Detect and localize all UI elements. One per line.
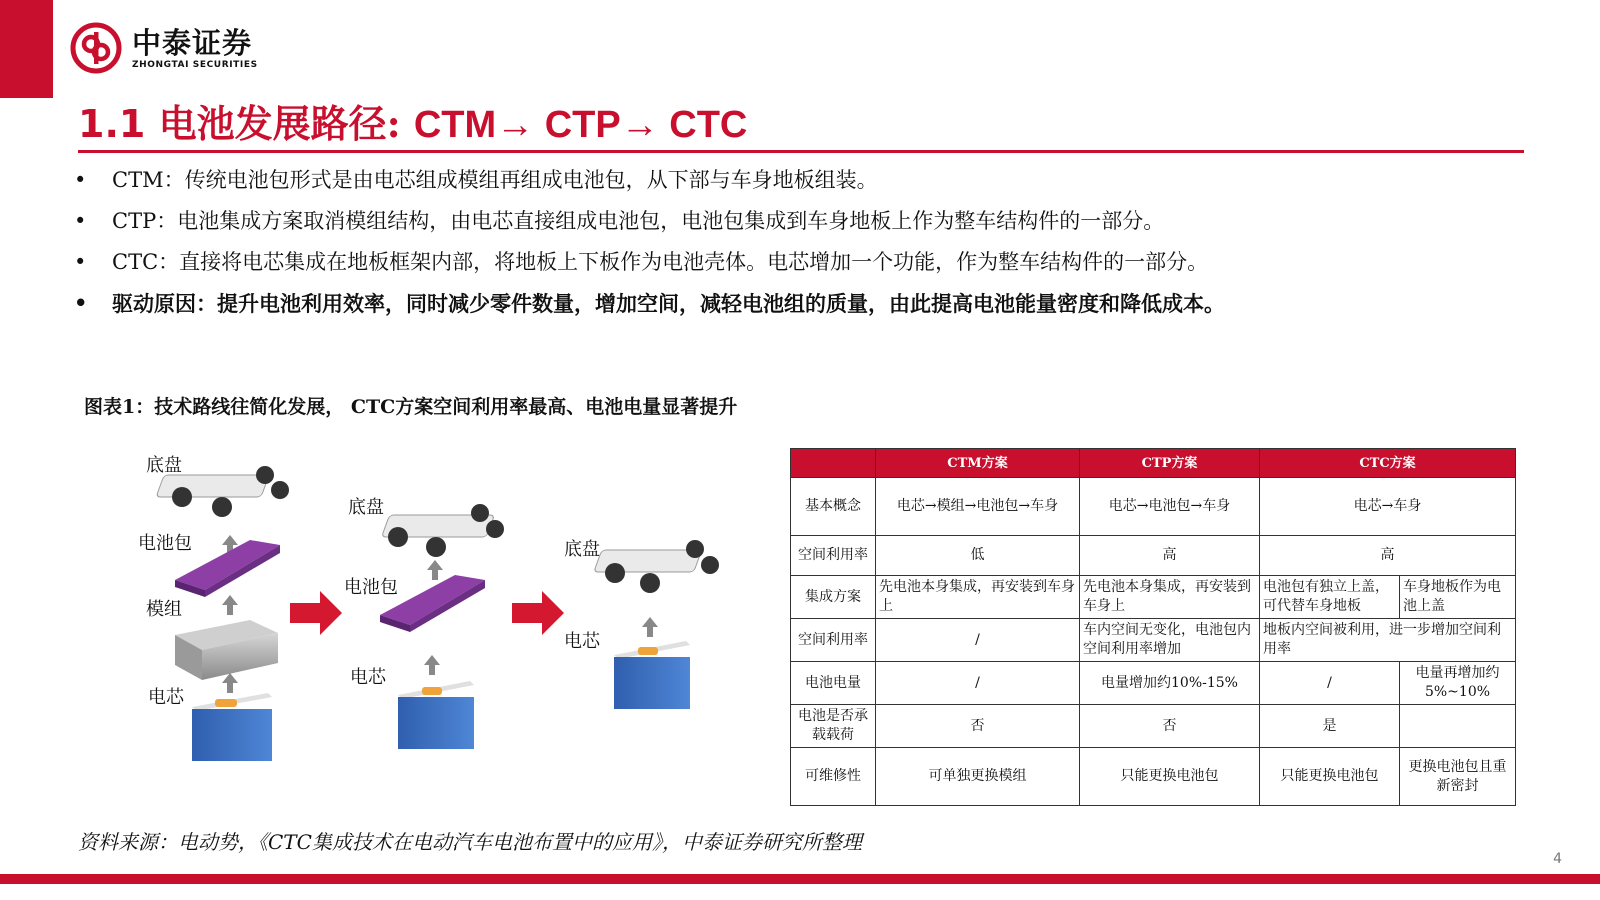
- cell-integration-ctp: 先电池本身集成，再安装到车身上: [1080, 576, 1260, 619]
- cell-space-detail-ctp: 车内空间无变化，电池包内空间利用率增加: [1080, 619, 1260, 662]
- table-row: [791, 619, 1516, 662]
- row-label-integration: 集成方案: [791, 576, 876, 619]
- row-label-capacity: 电池电量: [791, 662, 876, 705]
- cell-space-detail-ctc: 地板内空间被利用，进一步增加空间利用率: [1260, 619, 1516, 662]
- page-number: 4: [1553, 851, 1562, 867]
- ctm-label-pack: 电池包: [138, 533, 192, 554]
- ctm-module-icon: [175, 620, 278, 680]
- cell-concept-ctp: 电芯→电池包→车身: [1080, 478, 1260, 536]
- battery-path-diagram: [130, 445, 730, 790]
- title-en: CTM→ CTP→ CTC: [413, 104, 748, 146]
- row-label-space-detail: 空间利用率: [791, 619, 876, 662]
- ctp-label-pack: 电池包: [344, 577, 398, 598]
- cell-capacity-ctm: /: [876, 662, 1080, 705]
- cell-load-ctm: 否: [876, 705, 1080, 748]
- bullet-list: [72, 160, 1572, 324]
- table-row: [791, 536, 1516, 576]
- header-ctc: CTC方案: [1260, 449, 1516, 478]
- cell-load-ctc-a: 是: [1260, 705, 1400, 748]
- footer-red-bar: [0, 874, 1600, 884]
- ctm-cell-icon: [192, 693, 272, 761]
- table-row: [791, 576, 1516, 619]
- ctp-chassis-icon: [382, 504, 504, 557]
- cell-capacity-ctc-a: /: [1260, 662, 1400, 705]
- ctm-label-cell: 电芯: [148, 687, 184, 708]
- cell-load-ctp: 否: [1080, 705, 1260, 748]
- bullet-driver: • 驱动原因：提升电池利用效率，同时减少零件数量，增加空间，减轻电池组的质量，由此提高电池能量密度和降低成本。: [72, 283, 1572, 324]
- bullet-ctc: • CTC：直接将电芯集成在地板框架内部，将地板上下板作为电池壳体。电芯增加一个功能，作为整车结构件的一部分。: [72, 242, 1572, 283]
- brand-logo: [70, 22, 258, 74]
- cell-repair-ctc-b: 更换电池包且重新密封: [1400, 748, 1516, 806]
- table-row: [791, 705, 1516, 748]
- arrow-ctm-to-ctp: [290, 591, 342, 635]
- cell-repair-ctc-a: 只能更换电池包: [1260, 748, 1400, 806]
- cell-load-ctc-b: [1400, 705, 1516, 748]
- cell-concept-ctm: 电芯→模组→电池包→车身: [876, 478, 1080, 536]
- row-label-concept: 基本概念: [791, 478, 876, 536]
- cell-space-ctm: 低: [876, 536, 1080, 576]
- bullet-ctp: • CTP：电池集成方案取消模组结构，由电芯直接组成电池包，电池包集成到车身地板上作为整车结构件的一部分。: [72, 201, 1572, 242]
- cell-concept-ctc: 电芯→车身: [1260, 478, 1516, 536]
- ctc-label-chassis: 底盘: [564, 539, 600, 560]
- header-ctm: CTM方案: [876, 449, 1080, 478]
- ctp-label-cell: 电芯: [350, 667, 386, 688]
- cell-capacity-ctc-b: 电量再增加约5%~10%: [1400, 662, 1516, 705]
- row-label-load: 电池是否承载载荷: [791, 705, 876, 748]
- table-row: [791, 478, 1516, 536]
- ctp-label-chassis: 底盘: [348, 497, 384, 518]
- table-header-row: [791, 449, 1516, 478]
- figure-caption: 图表1：技术路线往简化发展， CTC方案空间利用率最高、电池电量显著提升: [84, 396, 738, 418]
- table-row: [791, 748, 1516, 806]
- brand-name-cn: 中泰证券: [132, 25, 253, 60]
- ctp-cell-icon: [398, 681, 474, 749]
- source-note: 资料来源：电动势，《CTC集成技术在电动汽车电池布置中的应用》，中泰证券研究所整理: [78, 830, 862, 854]
- page-title: [78, 100, 747, 149]
- ctm-label-module: 模组: [146, 599, 182, 620]
- title-cn: 电池发展路径:: [158, 101, 401, 146]
- ctm-label-chassis: 底盘: [146, 455, 182, 476]
- table-row: [791, 662, 1516, 705]
- brand-name-en: ZHONGTAI SECURITIES: [132, 59, 258, 70]
- cell-integration-ctc-b: 车身地板作为电池上盖: [1400, 576, 1516, 619]
- arrow-ctp-to-ctc: [512, 591, 564, 635]
- zhongtai-logo-icon: [70, 22, 122, 74]
- title-divider: [78, 150, 1524, 153]
- diagram-graphics: [130, 445, 730, 790]
- cell-space-ctp: 高: [1080, 536, 1260, 576]
- cell-repair-ctp: 只能更换电池包: [1080, 748, 1260, 806]
- cell-repair-ctm: 可单独更换模组: [876, 748, 1080, 806]
- cell-space-ctc: 高: [1260, 536, 1516, 576]
- cell-integration-ctm: 先电池本身集成，再安装到车身上: [876, 576, 1080, 619]
- title-number: 1.1: [78, 102, 146, 146]
- ctc-label-cell: 电芯: [564, 631, 600, 652]
- corner-red-block: [0, 0, 53, 98]
- table-corner: [791, 449, 876, 478]
- comparison-table: [790, 448, 1516, 806]
- cell-capacity-ctp: 电量增加约10%-15%: [1080, 662, 1260, 705]
- ctc-chassis-icon: [594, 540, 719, 593]
- cell-integration-ctc-a: 电池包有独立上盖，可代替车身地板: [1260, 576, 1400, 619]
- ctc-cell-icon: [614, 641, 690, 709]
- row-label-repair: 可维修性: [791, 748, 876, 806]
- header-ctp: CTP方案: [1080, 449, 1260, 478]
- row-label-space: 空间利用率: [791, 536, 876, 576]
- cell-space-detail-ctm: /: [876, 619, 1080, 662]
- bullet-ctm: • CTM：传统电池包形式是由电芯组成模组再组成电池包，从下部与车身地板组装。: [72, 160, 1572, 201]
